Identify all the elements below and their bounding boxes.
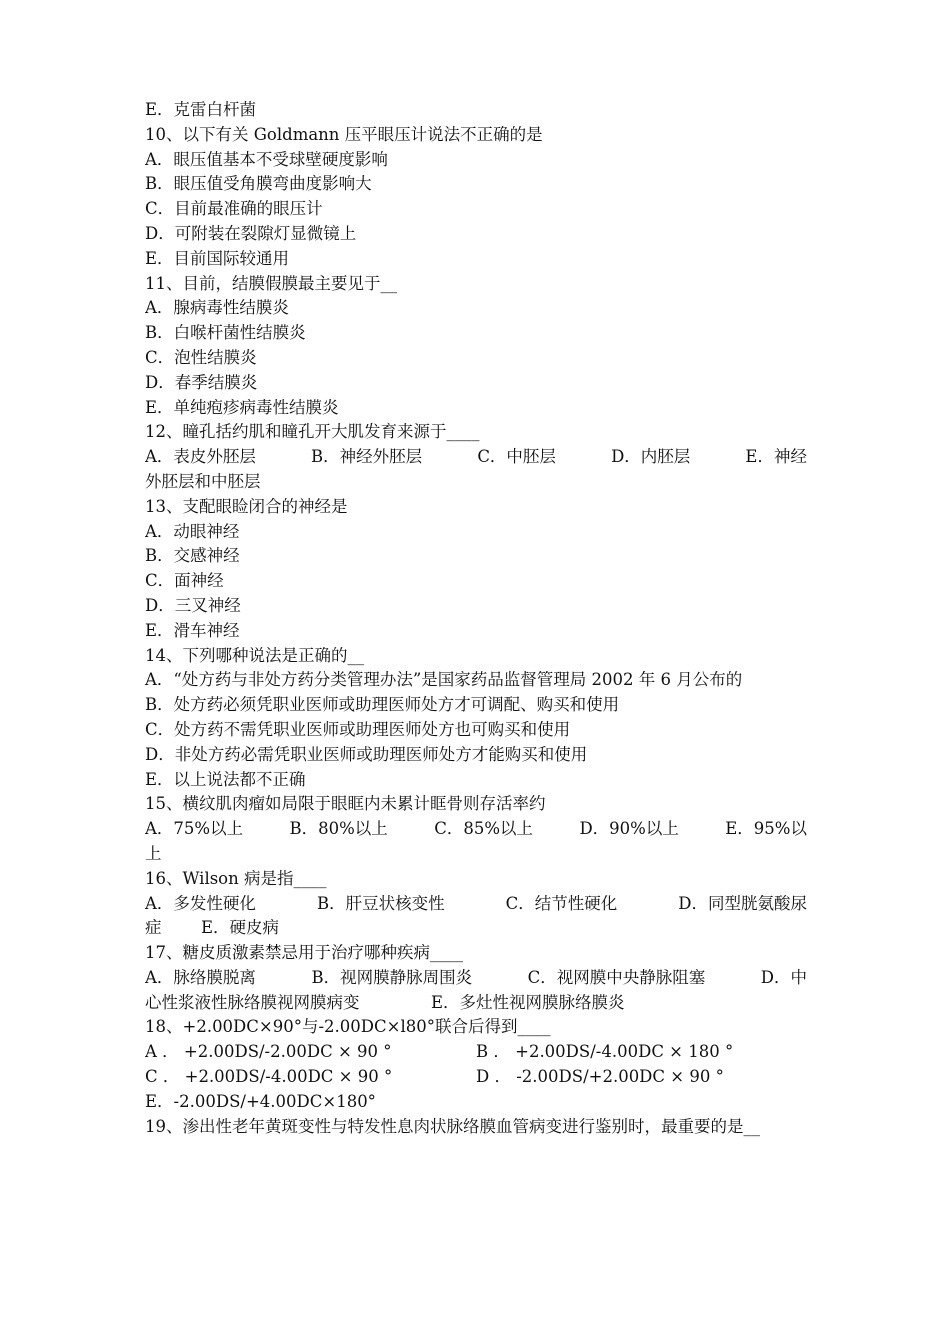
option: A．表皮外胚层 (145, 447, 256, 467)
question-12-options (145, 445, 807, 470)
option: E．多灶性视网膜脉络膜炎 (431, 992, 625, 1012)
question-16-options-tail (145, 916, 807, 941)
option: D．中 (760, 967, 807, 987)
option: B．肝豆状核变性 (316, 893, 445, 913)
option: A．75%以上 (145, 819, 244, 839)
question-15-options (145, 817, 807, 842)
option: D ． -2.00DS/+2.00DC × 90 ° (476, 1067, 724, 1087)
option: B．80%以上 (289, 819, 388, 839)
question-18-title: 18、+2.00DC×90°与-2.00DC×l80°联合后得到____ (145, 1017, 551, 1037)
question-13-title: 13、支配眼睑闭合的神经是 (145, 496, 348, 516)
option: B．视网膜静脉周围炎 (311, 967, 473, 987)
question-16-title: 16、Wilson 病是指____ (145, 868, 327, 888)
option: C．结节性硬化 (505, 893, 618, 913)
option: A．多发性硬化 (145, 893, 256, 913)
question-16-options (145, 892, 807, 917)
option: C．视网膜中央静脉阻塞 (527, 967, 706, 987)
question-17-options (145, 966, 807, 991)
option: D．内胚层 (611, 447, 691, 467)
option: D．同型胱氨酸尿 (678, 893, 807, 913)
text-line: D．非处方药必需凭职业医师或助理医师处方才能购买和使用 (145, 744, 588, 764)
question-12-title: 12、瞳孔括约肌和瞳孔开大肌发育来源于____ (145, 422, 480, 442)
option: B．神经外胚层 (311, 447, 423, 467)
question-11-title: 11、目前，结膜假膜最主要见于__ (145, 273, 397, 293)
option: C．85%以上 (434, 819, 534, 839)
option: E．95%以 (725, 819, 807, 839)
text-line: C．面神经 (145, 571, 224, 591)
text-line: E．单纯疱疹病毒性结膜炎 (145, 397, 339, 417)
question-14-title: 14、下列哪种说法是正确的__ (145, 645, 364, 665)
text-line: B．眼压值受角膜弯曲度影响大 (145, 174, 372, 194)
option-continuation: 心性浆液性脉络膜视网膜病变 (145, 992, 360, 1012)
text-line: A．腺病毒性结膜炎 (145, 298, 289, 318)
question-15-title: 15、横纹肌肉瘤如局限于眼眶内未累计眶骨则存活率约 (145, 794, 546, 814)
question-18-options-row-1 (145, 1040, 807, 1065)
question-18-options-row-2 (145, 1065, 807, 1090)
text-line: A．动眼神经 (145, 521, 240, 541)
text-line: C．处方药不需凭职业医师或助理医师处方也可购买和使用 (145, 719, 571, 739)
text-line: D．三叉神经 (145, 595, 241, 615)
text-line: D．春季结膜炎 (145, 372, 258, 392)
option: E．硬皮病 (201, 918, 280, 938)
option: B ． +2.00DS/-4.00DC × 180 ° (476, 1042, 734, 1062)
text-line: B．交感神经 (145, 546, 240, 566)
text-line: E．目前国际较通用 (145, 248, 290, 268)
text-line: C．目前最准确的眼压计 (145, 199, 323, 219)
question-17-title: 17、糖皮质激素禁忌用于治疗哪种疾病____ (145, 943, 463, 963)
text-line: 外胚层和中胚层 (145, 471, 261, 491)
question-17-options-tail (145, 991, 807, 1016)
text-line: C．泡性结膜炎 (145, 347, 257, 367)
option: C ． +2.00DS/-4.00DC × 90 ° (145, 1067, 393, 1087)
question-text (145, 98, 807, 1139)
text-line: D．可附装在裂隙灯显微镜上 (145, 223, 357, 243)
text-line: E．克雷白杆菌 (145, 100, 257, 119)
text-line: B．白喉杆菌性结膜炎 (145, 323, 306, 343)
text-line: A．眼压值基本不受球壁硬度影响 (145, 149, 388, 169)
option-continuation: 症 (145, 918, 162, 938)
option: A．脉络膜脱离 (145, 967, 256, 987)
option: E．神经 (745, 447, 807, 467)
question-10-title: 10、以下有关 Goldmann 压平眼压计说法不正确的是 (145, 124, 543, 144)
question-14-option-a: A．“处方药与非处方药分类管理办法”是国家药品监督管理局 2002 年 6 月公布的 (145, 670, 743, 690)
option: D．90%以上 (579, 819, 679, 839)
text-line: E．以上说法都不正确 (145, 769, 306, 789)
option: A ． +2.00DS/-2.00DC × 90 ° (145, 1042, 392, 1062)
text-line: E．滑车神经 (145, 620, 240, 640)
text-line: 上 (145, 843, 162, 863)
question-19-title: 19、渗出性老年黄斑变性与特发性息肉状脉络膜血管病变进行鉴别时，最重要的是__ (145, 1116, 760, 1136)
option: C．中胚层 (477, 447, 556, 467)
question-18-option-e: E．-2.00DS/+4.00DC×180° (145, 1091, 376, 1111)
text-line: B．处方药必须凭职业医师或助理医师处方才可调配、购买和使用 (145, 695, 620, 715)
